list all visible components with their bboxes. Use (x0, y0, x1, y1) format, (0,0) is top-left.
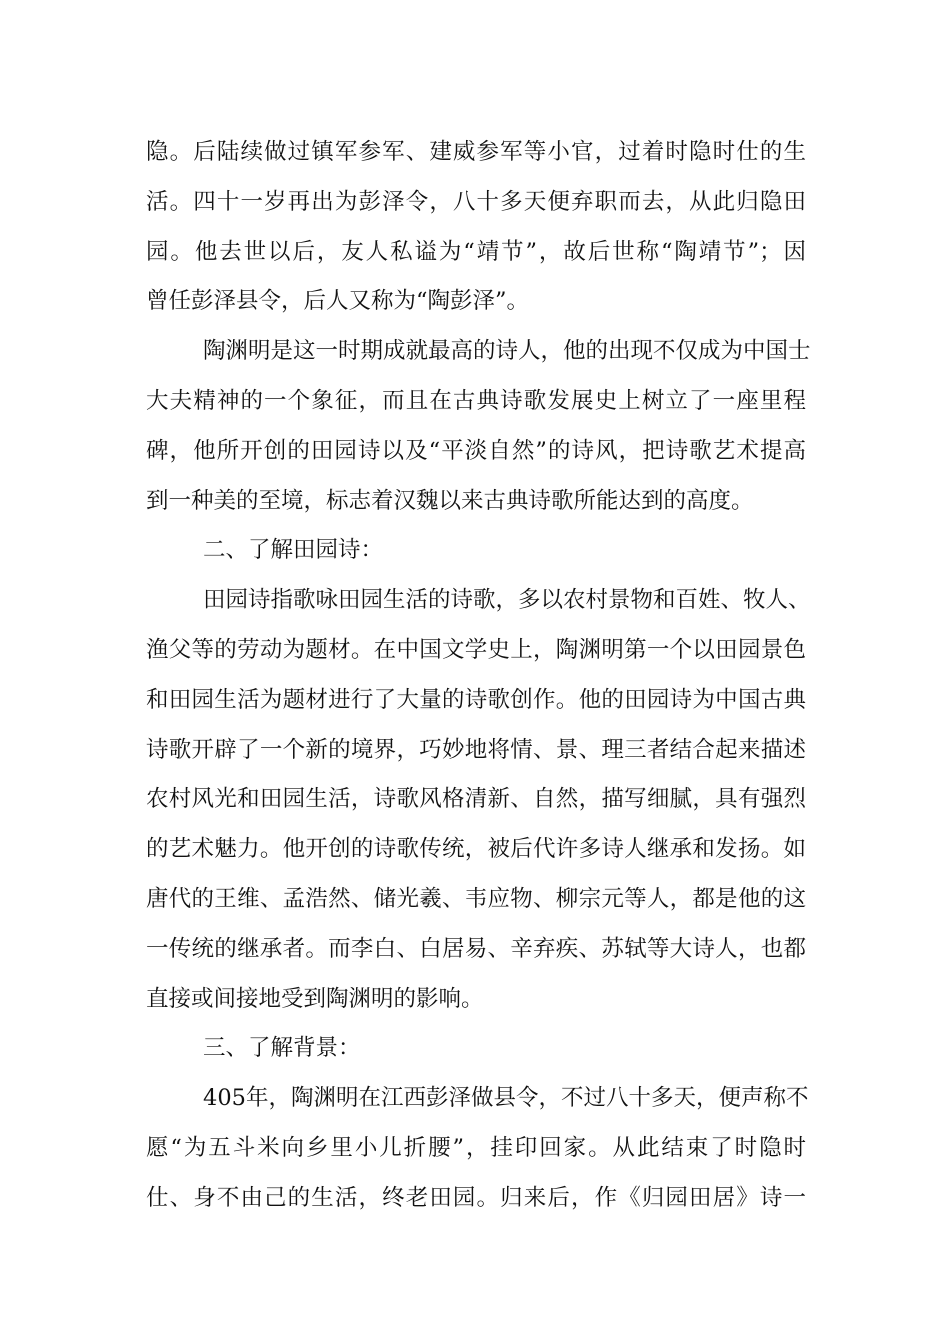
text-line: 农村风光和田园生活，诗歌风格清新、自然，描写细腻，具有强烈 (146, 786, 806, 813)
text-line: 陶渊明是这一时期成就最高的诗人，他的出现不仅成为中国士 (203, 338, 811, 365)
paragraph-1 (146, 128, 806, 327)
section-heading-2 (146, 526, 806, 576)
section-heading-3 (146, 1024, 806, 1074)
paragraph-4 (146, 1074, 809, 1223)
text-line: 活。四十一岁再出为彭泽令，八十多天便弃职而去，从此归隐田 (146, 188, 806, 215)
text-line: 直接或间接地受到陶渊明的影响。 (146, 985, 484, 1012)
paragraph-2 (146, 327, 811, 526)
paragraph-3 (146, 576, 811, 1024)
text-line: 曾任彭泽县令，后人又称为“陶彭泽”。 (146, 288, 530, 315)
text-line: 一传统的继承者。而李白、白居易、辛弃疾、苏轼等大诗人，也都 (146, 935, 806, 962)
text-line: 田园诗指歌咏田园生活的诗歌，多以农村景物和百姓、牧人、 (203, 587, 811, 614)
text-line: 到一种美的至境，标志着汉魏以来古典诗歌所能达到的高度。 (146, 487, 754, 514)
section-heading: 二、了解田园诗： (203, 537, 384, 564)
text-line: 的艺术魅力。他开创的诗歌传统，被后代许多诗人继承和发扬。如 (146, 836, 806, 863)
text-line: 渔父等的劳动为题材。在中国文学史上，陶渊明第一个以田园景色 (146, 636, 806, 663)
text-line: 碑，他所开创的田园诗以及“平淡自然”的诗风，把诗歌艺术提高 (146, 437, 806, 464)
section-heading: 三、了解背景： (203, 1035, 361, 1062)
text-line: 和田园生活为题材进行了大量的诗歌创作。他的田园诗为中国古典 (146, 686, 806, 713)
text-line: 唐代的王维、孟浩然、储光羲、韦应物、柳宗元等人，都是他的这 (146, 885, 806, 912)
text-line: 隐。后陆续做过镇军参军、建威参军等小官，过着时隐时仕的生 (146, 139, 806, 165)
document-page (146, 128, 811, 1224)
text-line: 愿“为五斗米向乡里小儿折腰”，挂印回家。从此结束了时隐时 (146, 1134, 806, 1161)
text-line: 405年，陶渊明在江西彭泽做县令，不过八十多天，便声称不 (203, 1085, 809, 1112)
text-line: 仕、身不由己的生活，终老田园。归来后，作《归园田居》诗一 (146, 1184, 806, 1211)
text-line: 园。他去世以后，友人私谥为“靖节”，故后世称“陶靖节”；因 (146, 238, 806, 265)
text-line: 大夫精神的一个象征，而且在古典诗歌发展史上树立了一座里程 (146, 387, 806, 414)
text-line: 诗歌开辟了一个新的境界，巧妙地将情、景、理三者结合起来描述 (146, 736, 806, 763)
